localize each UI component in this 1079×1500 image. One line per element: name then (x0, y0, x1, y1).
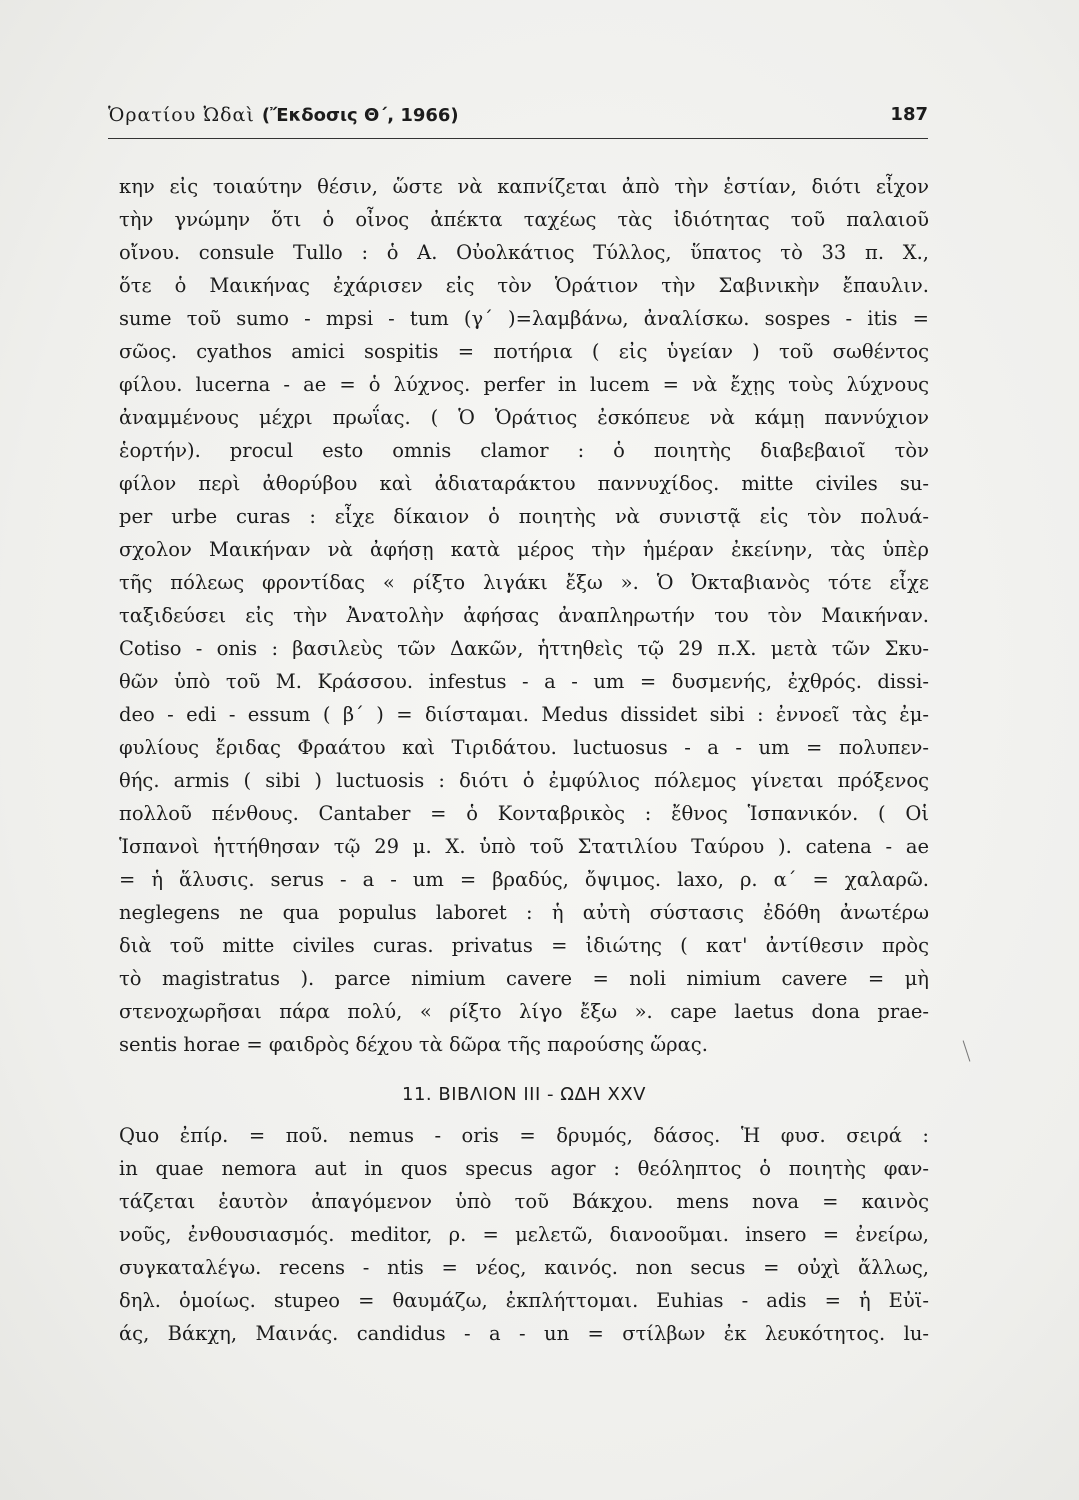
text-line: ὅτε ὁ Μαικήνας ἐχάρισεν εἰς τὸν Ὁράτιον τὴν Σαβινικὴν ἔπαυλιν. (119, 274, 929, 297)
text-line: κην εἰς τοιαύτην θέσιν, ὥστε νὰ καπνίζεται ἀπὸ τὴν ἑστίαν, διότι εἶχον (119, 175, 929, 198)
text-line: Ἱσπανοὶ ἡττήθησαν τῷ 29 μ. Χ. ὑπὸ τοῦ Στατιλίου Ταύρου ). catena - ae (119, 835, 929, 858)
margin-pencil-mark (963, 1040, 971, 1061)
text-line: σῶος. cyathos amici sospitis = ποτήρια ( εἰς ὑγείαν ) τοῦ σωθέντος (119, 340, 929, 363)
text-line: sentis horae = φαιδρὸς δέχου τὰ δῶρα τῆς παρούσης ὥρας. (119, 1033, 708, 1056)
running-title-block (108, 104, 459, 126)
paragraph-ode-xxv (119, 1119, 929, 1350)
text-line: deo - edi - essum ( β΄ ) = διίσταμαι. Medus dissidet sibi : ἐννοεῖ τὰς ἐμ- (119, 703, 929, 726)
text-line: θῶν ὑπὸ τοῦ Μ. Κράσσου. infestus - a - um = δυσμενής, ἐχθρός. dissi- (119, 670, 929, 693)
text-line: Cotiso - onis : βασιλεὺς τῶν Δακῶν, ἡττηθεὶς τῷ 29 π.Χ. μετὰ τῶν Σκυ- (119, 637, 929, 660)
text-line: σχολον Μαικήναν νὰ ἀφήσῃ κατὰ μέρος τὴν ἡμέραν ἐκείνην, τὰς ὑπὲρ (119, 538, 929, 561)
text-line: sume τοῦ sumo - mpsi - tum (γ΄ )=λαμβάνω, ἀναλίσκω. sospes - itis = (119, 307, 929, 330)
text-line: φίλον περὶ ἀθορύβου καὶ ἀδιαταράκτου παννυχίδος. mitte civiles su- (119, 472, 929, 495)
text-line: άς, Βάκχη, Μαινάς. candidus - a - un = στίλβων ἐκ λευκότητος. lu- (119, 1322, 929, 1345)
body-text (119, 170, 929, 1350)
text-line: τὴν γνώμην ὅτι ὁ οἶνος ἀπέκτα ταχέως τὰς ἰδιότητας τοῦ παλαιοῦ (119, 208, 929, 231)
text-line: = ἡ ἅλυσις. serus - a - um = βραδύς, ὄψιμος. laxo, ρ. α΄ = χαλαρῶ. (119, 868, 929, 891)
running-header (108, 100, 928, 140)
text-line: στενοχωρῆσαι πάρα πολύ, « ρίξτο λίγο ἔξω ». cape laetus dona prae- (119, 1000, 929, 1023)
text-line: δηλ. ὁμοίως. stupeo = θαυμάζω, ἐκπλήττομαι. Euhias - adis = ἡ Εὐϊ- (119, 1289, 929, 1312)
text-line: ταξιδεύσει εἰς τὴν Ἀνατολὴν ἀφήσας ἀναπληρωτήν του τὸν Μαικήναν. (119, 604, 929, 627)
paragraph-commentary (119, 170, 929, 1061)
text-line: ἑορτήν). procul esto omnis clamor : ὁ ποιητὴς διαβεβαιοῖ τὸν (119, 439, 929, 462)
text-line: νοῦς, ἐνθουσιασμός. meditor, ρ. = μελετῶ, διανοοῦμαι. insero = ἐνείρω, (119, 1223, 929, 1246)
text-line: συγκαταλέγω. recens - ntis = νέος, καινός. non secus = οὐχὶ ἄλλως, (119, 1256, 929, 1279)
header-rule (108, 138, 928, 139)
text-line: τὸ magistratus ). parce nimium cavere = noli nimium cavere = μὴ (119, 967, 929, 990)
text-line: διὰ τοῦ mitte civiles curas. privatus = ἰδιώτης ( κατ' ἀντίθεσιν πρὸς (119, 934, 929, 957)
section-heading: 11. ΒΙΒΛΙΟΝ ΙΙΙ - ΩΔΗ XXV (402, 1084, 646, 1105)
text-line: φίλου. lucerna - ae = ὁ λύχνος. perfer in lucem = νὰ ἔχῃς τοὺς λύχνους (119, 373, 929, 396)
text-line: τῆς πόλεως φροντίδας « ρίξτο λιγάκι ἔξω ». Ὁ Ὀκταβιανὸς τότε εἶχε (119, 571, 929, 594)
text-line: in quae nemora aut in quos specus agor : θεόληπτος ὁ ποιητὴς φαν- (119, 1157, 929, 1180)
text-line: Quo ἐπίρ. = ποῦ. nemus - oris = δρυμός, δάσος. Ἡ φυσ. σειρά : (119, 1124, 929, 1147)
text-line: οἴνου. consule Tullo : ὁ Α. Οὐολκάτιος Τύλλος, ὕπατος τὸ 33 π. Χ., (119, 241, 929, 264)
text-line: θής. armis ( sibi ) luctuosis : διότι ὁ ἐμφύλιος πόλεμος γίνεται πρόξενος (119, 769, 929, 792)
edition-note: (Ἔκδοσις Θ΄, 1966) (261, 105, 459, 126)
text-line: τάζεται ἑαυτὸν ἀπαγόμενον ὑπὸ τοῦ Βάκχου. mens nova = καινὸς (119, 1190, 929, 1213)
text-line: per urbe curas : εἶχε δίκαιον ὁ ποιητὴς νὰ συνιστᾷ εἰς τὸν πολυά- (119, 505, 929, 528)
text-line: φυλίους ἔριδας Φραάτου καὶ Τιριδάτου. luctuosus - a - um = πολυπεν- (119, 736, 929, 759)
page-number: 187 (890, 104, 928, 125)
text-line: neglegens ne qua populus laboret : ἡ αὐτὴ σύστασις ἐδόθη ἀνωτέρω (119, 901, 929, 924)
text-line: ἀναμμένους μέχρι πρωΐας. ( Ὁ Ὁράτιος ἐσκόπευε νὰ κάμῃ παννύχιον (119, 406, 929, 429)
text-line: πολλοῦ πένθους. Cantaber = ὁ Κονταβρικὸς : ἔθνος Ἱσπανικόν. ( Οἱ (119, 802, 929, 825)
running-title: Ὁρατίου Ὠδαὶ (108, 104, 255, 126)
